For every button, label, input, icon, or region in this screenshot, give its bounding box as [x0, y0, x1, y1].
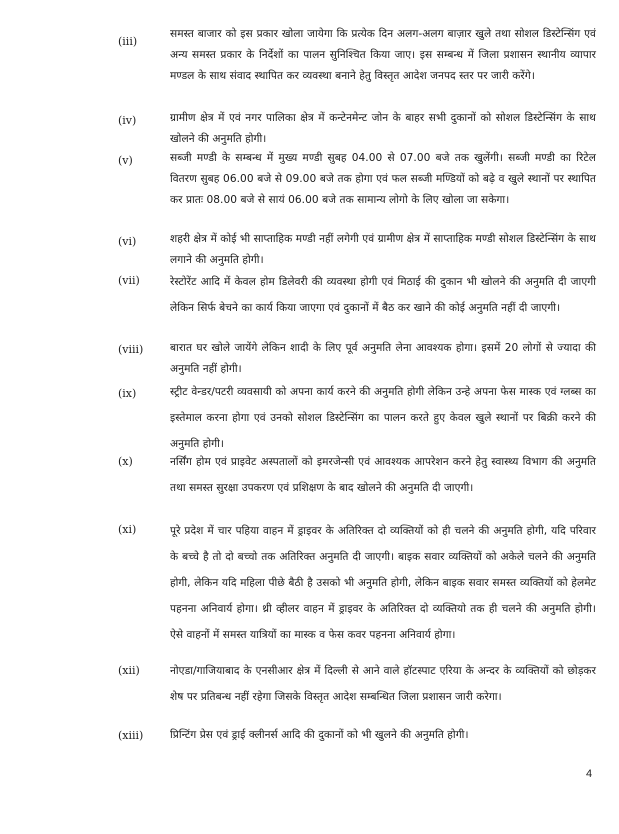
item-text: सब्जी मण्डी के सम्बन्ध में मुख्य मण्डी सुबह 04.00 से 07.00 बजे तक खुलेंगी। सब्जी मण्डी का रिटेल वितरण सुबह 06.00 बजे से 09.00 बजे तक होगा एवं फल सब्जी मण्डियों को बढ़े व खुले स्थानों पर स्थापित कर प्रातः 08.00 बजे से सायं 06.00 बजे तक सामान्य लोगो के लिए खोला जा सकेगा।: [170, 152, 596, 206]
item-text: ग्रामीण क्षेत्र में एवं नगर पालिका क्षेत्र में कन्टेनमेन्ट जोन के बाहर सभी दुकानों को सोशल डिस्टेन्सिंग के साथ खोलने की अनुमति होगी।: [170, 112, 596, 145]
item-number: (xiii): [118, 729, 144, 742]
page-number: 4: [586, 768, 593, 780]
item-text: बारात घर खोले जायेंगे लेकिन शादी के लिए पूर्व अनुमति लेना आवश्यक होगा। इसमें 20 लोगों से ज्यादा की अनुमति नहीं होगी।: [170, 342, 596, 375]
item-number: (vii): [118, 274, 140, 287]
item-text: नोएडा/गाजियाबाद के एनसीआर क्षेत्र में दिल्ली से आने वाले हॉटस्पाट एरिया के अन्दर के व्यक्तियों को छोड़कर शेष पर प्रतिबन्ध नहीं रहेगा जिसके विस्तृत आदेश सम्बन्धित जिला प्रशासन जारी करेगा।: [170, 665, 596, 703]
item-number: (vi): [118, 235, 137, 248]
item-text: समस्त बाजार को इस प्रकार खोला जायेगा कि प्रत्येक दिन अलग-अलग बाज़ार खुले तथा सोशल डिस्टेन्सिंग एवं अन्य समस्त प्रकार के निर्देशों का पालन सुनिश्चित किया जाए। इस सम्बन्ध में जिला प्रशासन स्थानीय व्यापार मण्डल के साथ संवाद स्थापित कर व्यवस्था बनाने हेतु विस्तृत आदेश जनपद स्तर पर जारी करेंगे।: [170, 28, 596, 82]
item-number: (x): [118, 455, 133, 468]
item-number: (iv): [118, 114, 137, 127]
item-number: (xi): [118, 523, 137, 536]
item-text: पूरे प्रदेश में चार पहिया वाहन में ड्राइवर के अतिरिक्त दो व्यक्तियों को ही चलने की अनुमति होगी, यदि परिवार के बच्चे है तो दो बच्चो तक अतिरिक्त अनुमति दी जाएगी। बाइक सवार व्यक्तियों को अकेले चलने की अनुमति होगी, लेकिन यदि महिला पीछे बैठी है उसको भी अनुमति होगी, लेकिन बाइक सवार समस्त व्यक्तियों को हेलमेट पहनना अनिवार्य होगा। थ्री व्हीलर वाहन में ड्राइवर के अतिरिक्त दो व्यक्तियो तक ही चलने की अनुमति होगी। ऐसे वाहनों में समस्त यात्रियों का मास्क व फेस कवर पहनना अनिवार्य होगा।: [170, 525, 596, 641]
item-number: (iii): [118, 35, 138, 48]
item-number: (xii): [118, 664, 140, 677]
item-text: प्रिन्टिंग प्रेस एवं ड्राई क्लीनर्स आदि की दुकानों को भी खुलने की अनुमति होगी।: [170, 729, 469, 741]
item-number: (v): [118, 154, 133, 167]
item-number: (ix): [118, 387, 137, 400]
item-number: (viii): [118, 343, 144, 356]
item-text: शहरी क्षेत्र में कोई भी साप्ताहिक मण्डी नहीं लगेगी एवं ग्रामीण क्षेत्र में साप्ताहिक मण्डी सोशल डिस्टेन्सिंग के साथ लगाने की अनुमति होगी।: [170, 233, 596, 266]
item-text: नर्सिंग होम एवं प्राइवेट अस्पतालों को इमरजेन्सी एवं आवश्यक आपरेशन करने हेतु स्वास्थ्य विभाग की अनुमति तथा समस्त सुरक्षा उपकरण एवं प्रशिक्षण के बाद खोलने की अनुमति दी जाएगी।: [170, 456, 596, 494]
item-text: रेस्टोरेंट आदि में केवल होम डिलेवरी की व्यवस्था होगी एवं मिठाई की दुकान भी खोलने की अनुमति दी जाएगी लेकिन सिर्फ बेचने का कार्य किया जाएगा एवं दुकानों में बैठ कर खाने की कोई अनुमति नहीं दी जाएगी।: [170, 276, 596, 314]
item-text: स्ट्रीट वेन्डर/पटरी व्यवसायी को अपना कार्य करने की अनुमति होगी लेकिन उन्हे अपना फेस मास्क एवं ग्लब्स का इस्तेमाल करना होगा एवं उनको सोशल डिस्टेन्सिंग का पालन करते हुए केवल खुले स्थानों पर बिक्री करने की अनुमति होगी।: [170, 386, 596, 450]
